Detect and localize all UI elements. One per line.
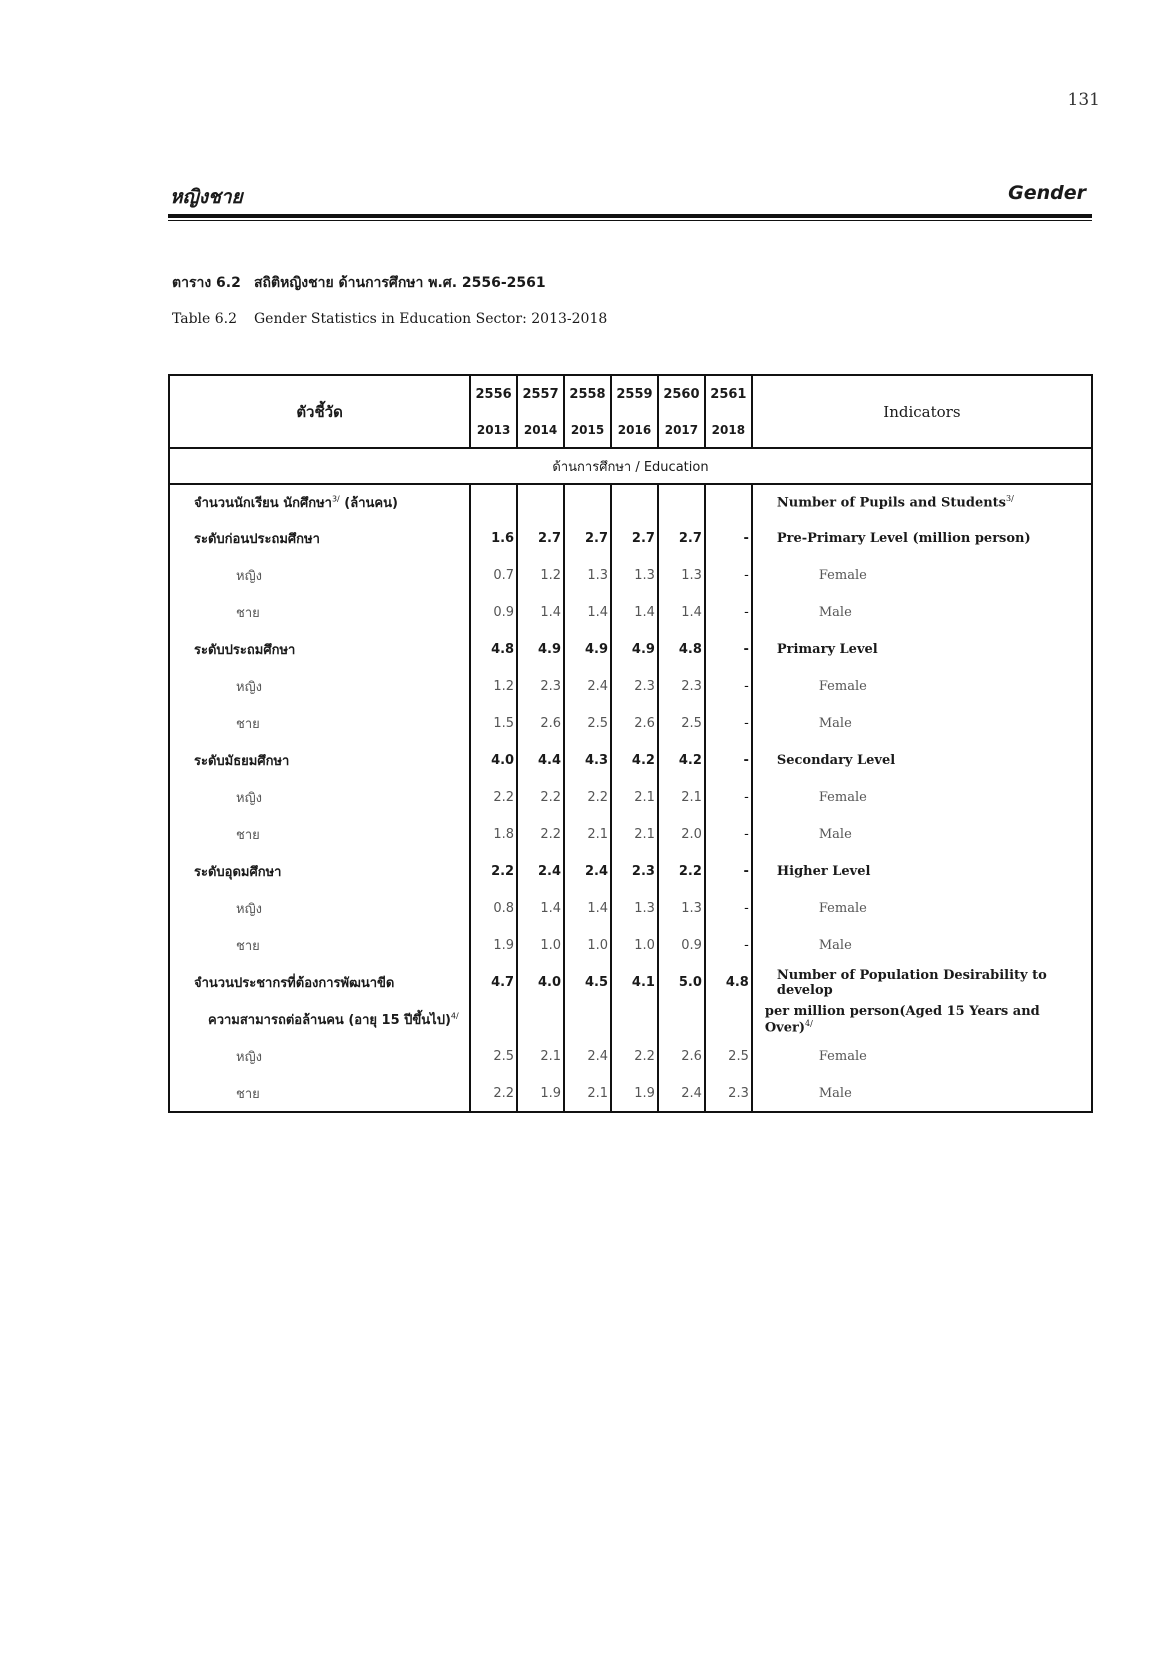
caption-title: Gender Statistics in Education Sector: 2013-2018: [254, 311, 608, 327]
value-cell: [658, 484, 705, 520]
value-cell: 4.8: [658, 631, 705, 668]
english-indicator-text: per million person(Aged 15 Years and Over): [764, 1003, 1040, 1036]
english-indicator: [752, 594, 1092, 631]
value-cell: [470, 1001, 517, 1038]
value-cell: 1.3: [611, 890, 658, 927]
table-body: [169, 484, 1092, 1112]
thai-indicator-text: ระดับอุดมศึกษา: [194, 865, 282, 880]
english-indicator: [752, 668, 1092, 705]
value-cell: 1.4: [517, 594, 564, 631]
thai-indicator: [169, 594, 470, 631]
thai-indicator: [169, 1038, 470, 1075]
value-cell: 2.2: [517, 816, 564, 853]
value-cell: 1.4: [658, 594, 705, 631]
footnote-marker: 3/: [1005, 494, 1014, 504]
value-cell: 1.3: [658, 890, 705, 927]
thai-indicator: [169, 484, 470, 520]
value-cell: 1.9: [470, 927, 517, 964]
value-cell: 2.7: [564, 520, 611, 557]
table-row: [169, 853, 1092, 890]
english-indicator: [752, 964, 1092, 1001]
english-indicator: [752, 890, 1092, 927]
header-rule: [168, 214, 1092, 218]
value-cell: [705, 484, 752, 520]
value-cell: 0.9: [658, 927, 705, 964]
english-indicator: [752, 1001, 1092, 1038]
value-cell: 4.8: [705, 964, 752, 1001]
value-cell: 1.9: [611, 1075, 658, 1112]
value-cell: 2.7: [517, 520, 564, 557]
year-be: 2560: [658, 375, 705, 412]
value-cell: 1.6: [470, 520, 517, 557]
value-cell: 2.3: [658, 668, 705, 705]
english-indicator: [752, 520, 1092, 557]
value-cell: 2.5: [564, 705, 611, 742]
value-cell: 2.2: [611, 1038, 658, 1075]
year-be: 2556: [470, 375, 517, 412]
thai-indicator-text: หญิง: [236, 791, 262, 806]
thai-indicator-text: ชาย: [236, 717, 260, 732]
value-cell: -: [705, 890, 752, 927]
value-cell: -: [705, 779, 752, 816]
english-indicator-text: Secondary Level: [776, 753, 896, 768]
value-cell: 1.9: [517, 1075, 564, 1112]
thai-indicator-unit: (ล้านคน): [339, 496, 398, 511]
value-cell: 1.8: [470, 816, 517, 853]
value-cell: 4.3: [564, 742, 611, 779]
value-cell: 4.9: [517, 631, 564, 668]
year-ce: 2013: [470, 412, 517, 448]
table-row: [169, 1075, 1092, 1112]
value-cell: 1.2: [470, 668, 517, 705]
value-cell: 1.3: [611, 557, 658, 594]
value-cell: 0.9: [470, 594, 517, 631]
value-cell: 5.0: [658, 964, 705, 1001]
education-gender-table: [168, 374, 1093, 1113]
value-cell: 2.3: [705, 1075, 752, 1112]
value-cell: 2.3: [611, 668, 658, 705]
thai-indicator-text: ชาย: [236, 828, 260, 843]
english-indicator-text: Female: [818, 901, 867, 916]
value-cell: -: [705, 927, 752, 964]
thai-indicator: [169, 816, 470, 853]
table-row: [169, 816, 1092, 853]
english-indicator-text: Male: [818, 827, 852, 842]
section-heading: [169, 448, 1092, 484]
thai-indicator-text: ความสามารถต่อล้านคน (อายุ 15 ปีขึ้นไป): [208, 1013, 451, 1028]
value-cell: 4.0: [470, 742, 517, 779]
value-cell: 2.4: [564, 668, 611, 705]
chapter-title-english: Gender: [1008, 182, 1086, 204]
value-cell: 1.5: [470, 705, 517, 742]
value-cell: 2.4: [517, 853, 564, 890]
value-cell: 2.4: [564, 1038, 611, 1075]
value-cell: 1.4: [564, 890, 611, 927]
value-cell: [564, 1001, 611, 1038]
thai-indicator: [169, 964, 470, 1001]
value-cell: -: [705, 594, 752, 631]
caption-number: Table 6.2: [172, 311, 238, 327]
thai-indicator-text: ระดับมัธยมศึกษา: [194, 754, 290, 769]
value-cell: 2.5: [705, 1038, 752, 1075]
thai-indicator: [169, 742, 470, 779]
table-row: [169, 1038, 1092, 1075]
value-cell: -: [705, 631, 752, 668]
english-indicator: [752, 742, 1092, 779]
value-cell: 4.2: [611, 742, 658, 779]
thai-indicator-text: จำนวนนักเรียน นักศึกษา: [194, 496, 332, 511]
footnote-marker: 4/: [450, 1011, 459, 1021]
table-row: [169, 964, 1092, 1001]
table-caption-thai: [172, 272, 546, 294]
chapter-title-thai: หญิงชาย: [170, 186, 243, 208]
value-cell: 4.5: [564, 964, 611, 1001]
thai-indicator: [169, 631, 470, 668]
table-row: [169, 705, 1092, 742]
value-cell: -: [705, 520, 752, 557]
value-cell: 2.5: [658, 705, 705, 742]
value-cell: 2.1: [611, 816, 658, 853]
english-indicator: [752, 853, 1092, 890]
table-row: [169, 890, 1092, 927]
table-row: [169, 594, 1092, 631]
year-ce: 2018: [705, 412, 752, 448]
value-cell: 2.6: [658, 1038, 705, 1075]
thai-indicator-header: ตัวชี้วัด: [169, 375, 470, 448]
table-row: [169, 557, 1092, 594]
table-row: [169, 484, 1092, 520]
value-cell: [611, 1001, 658, 1038]
english-indicator: [752, 705, 1092, 742]
value-cell: 2.4: [658, 1075, 705, 1112]
year-ce: 2014: [517, 412, 564, 448]
table-row: [169, 668, 1092, 705]
thai-indicator: [169, 520, 470, 557]
value-cell: 1.0: [564, 927, 611, 964]
value-cell: 2.1: [564, 816, 611, 853]
thai-indicator: [169, 927, 470, 964]
english-indicator-text: Female: [818, 679, 867, 694]
english-indicator-text: Male: [818, 605, 852, 620]
value-cell: -: [705, 668, 752, 705]
table-row: [169, 779, 1092, 816]
value-cell: 1.0: [517, 927, 564, 964]
value-cell: [517, 484, 564, 520]
section-label: ด้านการศึกษา / Education: [552, 459, 709, 475]
value-cell: 2.5: [470, 1038, 517, 1075]
caption-title: สถิติหญิงชาย ด้านการศึกษา พ.ศ. 2556-2561: [254, 275, 546, 291]
thai-indicator-text: หญิง: [236, 569, 262, 584]
value-cell: [517, 1001, 564, 1038]
page-number: 131: [1067, 90, 1100, 110]
english-indicator: [752, 484, 1092, 520]
value-cell: 2.3: [517, 668, 564, 705]
value-cell: 2.4: [564, 853, 611, 890]
header-rule-thin: [168, 220, 1092, 221]
table-row: [169, 742, 1092, 779]
thai-indicator-text: หญิง: [236, 1050, 262, 1065]
year-be: 2557: [517, 375, 564, 412]
value-cell: [564, 484, 611, 520]
footnote-marker: 3/: [331, 494, 340, 504]
value-cell: 2.7: [611, 520, 658, 557]
english-indicator: [752, 557, 1092, 594]
value-cell: -: [705, 816, 752, 853]
value-cell: 2.2: [517, 779, 564, 816]
value-cell: [611, 484, 658, 520]
value-cell: 4.1: [611, 964, 658, 1001]
value-cell: 2.1: [564, 1075, 611, 1112]
value-cell: 2.1: [517, 1038, 564, 1075]
thai-indicator: [169, 1001, 470, 1038]
thai-indicator: [169, 705, 470, 742]
value-cell: 1.4: [517, 890, 564, 927]
table-row: [169, 520, 1092, 557]
thai-indicator: [169, 890, 470, 927]
thai-indicator-text: หญิง: [236, 902, 262, 917]
thai-indicator: [169, 853, 470, 890]
value-cell: 4.4: [517, 742, 564, 779]
thai-indicator-text: ระดับก่อนประถมศึกษา: [194, 532, 320, 547]
value-cell: 1.0: [611, 927, 658, 964]
thai-indicator: [169, 557, 470, 594]
english-indicator-text: Male: [818, 716, 852, 731]
value-cell: 2.3: [611, 853, 658, 890]
english-indicator-text: Female: [818, 1049, 867, 1064]
thai-indicator: [169, 668, 470, 705]
year-be: 2558: [564, 375, 611, 412]
english-indicator-text: Number of Population Desirability to develop: [776, 967, 1047, 998]
value-cell: 1.2: [517, 557, 564, 594]
year-ce: 2015: [564, 412, 611, 448]
english-indicator-text: Primary Level: [776, 642, 878, 657]
table-row: [169, 1001, 1092, 1038]
english-indicator-text: Male: [818, 1085, 852, 1101]
value-cell: 4.0: [517, 964, 564, 1001]
value-cell: 2.1: [658, 779, 705, 816]
value-cell: -: [705, 853, 752, 890]
english-indicator: [752, 1075, 1092, 1112]
value-cell: 1.3: [658, 557, 705, 594]
thai-indicator-text: จำนวนประชากรที่ต้องการพัฒนาขีด: [194, 976, 395, 991]
year-be: 2561: [705, 375, 752, 412]
value-cell: [658, 1001, 705, 1038]
thai-indicator-text: ระดับประถมศึกษา: [194, 643, 296, 658]
thai-indicator-text: หญิง: [236, 680, 262, 695]
value-cell: [470, 484, 517, 520]
value-cell: 2.1: [611, 779, 658, 816]
english-indicator-text: Female: [818, 568, 867, 583]
value-cell: [705, 1001, 752, 1038]
table-row: [169, 927, 1092, 964]
thai-indicator-text: ชาย: [236, 1086, 260, 1102]
english-indicator-text: Higher Level: [776, 864, 871, 879]
value-cell: 4.7: [470, 964, 517, 1001]
english-indicator: [752, 927, 1092, 964]
caption-number: ตาราง 6.2: [172, 275, 241, 291]
english-indicator-text: Female: [818, 790, 867, 805]
year-be: 2559: [611, 375, 658, 412]
value-cell: 4.9: [564, 631, 611, 668]
value-cell: 2.2: [564, 779, 611, 816]
thai-indicator-text: ชาย: [236, 606, 260, 621]
english-indicator: [752, 631, 1092, 668]
value-cell: 2.7: [658, 520, 705, 557]
value-cell: -: [705, 557, 752, 594]
value-cell: 2.2: [658, 853, 705, 890]
value-cell: 0.8: [470, 890, 517, 927]
english-indicator-text: Male: [818, 938, 852, 953]
value-cell: 2.0: [658, 816, 705, 853]
value-cell: 2.2: [470, 1075, 517, 1112]
value-cell: 4.9: [611, 631, 658, 668]
table-caption-english: [172, 311, 607, 327]
value-cell: 2.2: [470, 853, 517, 890]
footnote-marker: 4/: [805, 1018, 813, 1028]
table-row: [169, 631, 1092, 668]
year-ce: 2017: [658, 412, 705, 448]
value-cell: 1.4: [611, 594, 658, 631]
english-indicator-header: Indicators: [752, 375, 1092, 448]
value-cell: -: [705, 742, 752, 779]
value-cell: 4.8: [470, 631, 517, 668]
value-cell: 1.3: [564, 557, 611, 594]
english-indicator-text: Pre-Primary Level (million person): [776, 531, 1031, 546]
english-indicator: [752, 779, 1092, 816]
value-cell: -: [705, 705, 752, 742]
year-ce: 2016: [611, 412, 658, 448]
english-indicator: [752, 1038, 1092, 1075]
value-cell: 0.7: [470, 557, 517, 594]
value-cell: 2.6: [611, 705, 658, 742]
value-cell: 2.2: [470, 779, 517, 816]
thai-indicator: [169, 1075, 470, 1112]
value-cell: 4.2: [658, 742, 705, 779]
thai-indicator: [169, 779, 470, 816]
value-cell: 1.4: [564, 594, 611, 631]
thai-indicator-text: ชาย: [236, 939, 260, 954]
value-cell: 2.6: [517, 705, 564, 742]
english-indicator-text: Number of Pupils and Students: [776, 495, 1006, 511]
english-indicator: [752, 816, 1092, 853]
